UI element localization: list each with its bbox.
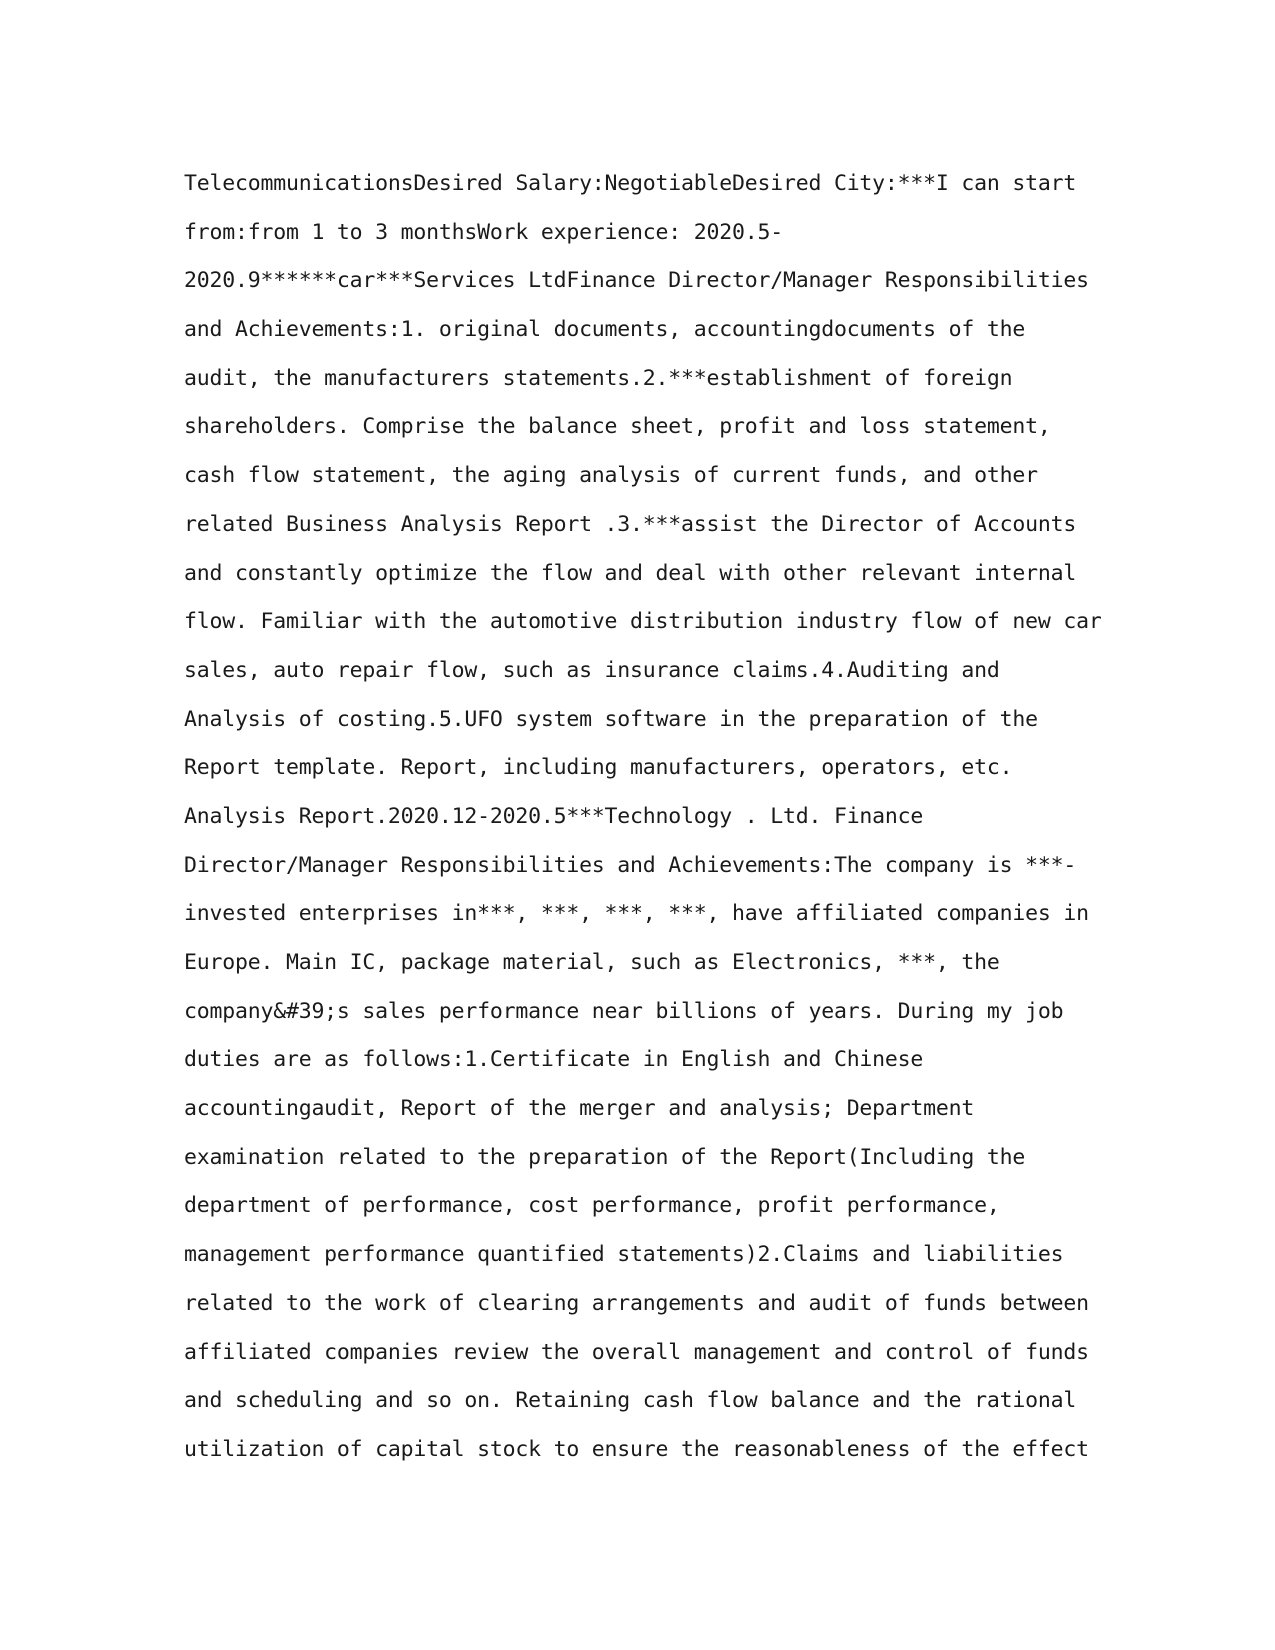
text-line-16: invested enterprises in***, ***, ***, ***, have affiliated companies in xyxy=(184,901,1089,927)
text-line-27: utilization of capital stock to ensure the reasonableness of the effect xyxy=(184,1436,1089,1462)
text-line-7: cash flow statement, the aging analysis of current funds, and other xyxy=(184,463,1038,489)
text-line-2: from:from 1 to 3 monthsWork experience: 2020.5- xyxy=(184,219,783,245)
text-line-13: Report template. Report, including manufacturers, operators, etc. xyxy=(184,755,1013,781)
text-line-24: related to the work of clearing arrangements and audit of funds between xyxy=(184,1290,1089,1316)
resume-body-text xyxy=(184,160,1104,1475)
text-line-18: company&#39;s sales performance near billions of years. During my job xyxy=(184,998,1064,1024)
text-line-19: duties are as follows:1.Certificate in English and Chinese xyxy=(184,1047,924,1073)
text-line-25: affiliated companies review the overall management and control of funds xyxy=(184,1339,1089,1365)
text-line-23: management performance quantified statements)2.Claims and liabilities xyxy=(184,1242,1064,1268)
text-line-9: and constantly optimize the flow and deal with other relevant internal xyxy=(184,560,1077,586)
text-line-15: Director/Manager Responsibilities and Achievements:The company is ***- xyxy=(184,852,1077,878)
text-line-10: flow. Familiar with the automotive distribution industry flow of new car xyxy=(184,609,1102,635)
text-line-17: Europe. Main IC, package material, such as Electronics, ***, the xyxy=(184,950,1000,975)
text-line-11: sales, auto repair flow, such as insurance claims.4.Auditing and xyxy=(184,657,1000,683)
text-line-20: accountingaudit, Report of the merger and analysis; Department xyxy=(184,1096,975,1122)
text-line-8: related Business Analysis Report .3.***assist the Director of Accounts xyxy=(184,511,1077,537)
text-line-12: Analysis of costing.5.UFO system software in the preparation of the xyxy=(184,706,1038,732)
text-line-26: and scheduling and so on. Retaining cash flow balance and the rational xyxy=(184,1388,1077,1414)
text-line-6: shareholders. Comprise the balance sheet, profit and loss statement, xyxy=(184,414,1051,440)
text-line-4: and Achievements:1. original documents, accountingdocuments of the xyxy=(184,317,1026,343)
text-line-22: department of performance, cost performance, profit performance, xyxy=(184,1193,1000,1219)
text-line-5: audit, the manufacturers statements.2.***establishment of foreign xyxy=(184,365,1013,391)
text-line-14: Analysis Report.2020.12-2020.5***Technology . Ltd. Finance xyxy=(184,803,924,829)
text-line-21: examination related to the preparation of the Report(Including the xyxy=(184,1144,1026,1170)
text-line-1: TelecommunicationsDesired Salary:NegotiableDesired City:***I can start xyxy=(184,171,1077,196)
text-line-3: 2020.9******car***Services LtdFinance Director/Manager Responsibilities xyxy=(184,268,1089,294)
